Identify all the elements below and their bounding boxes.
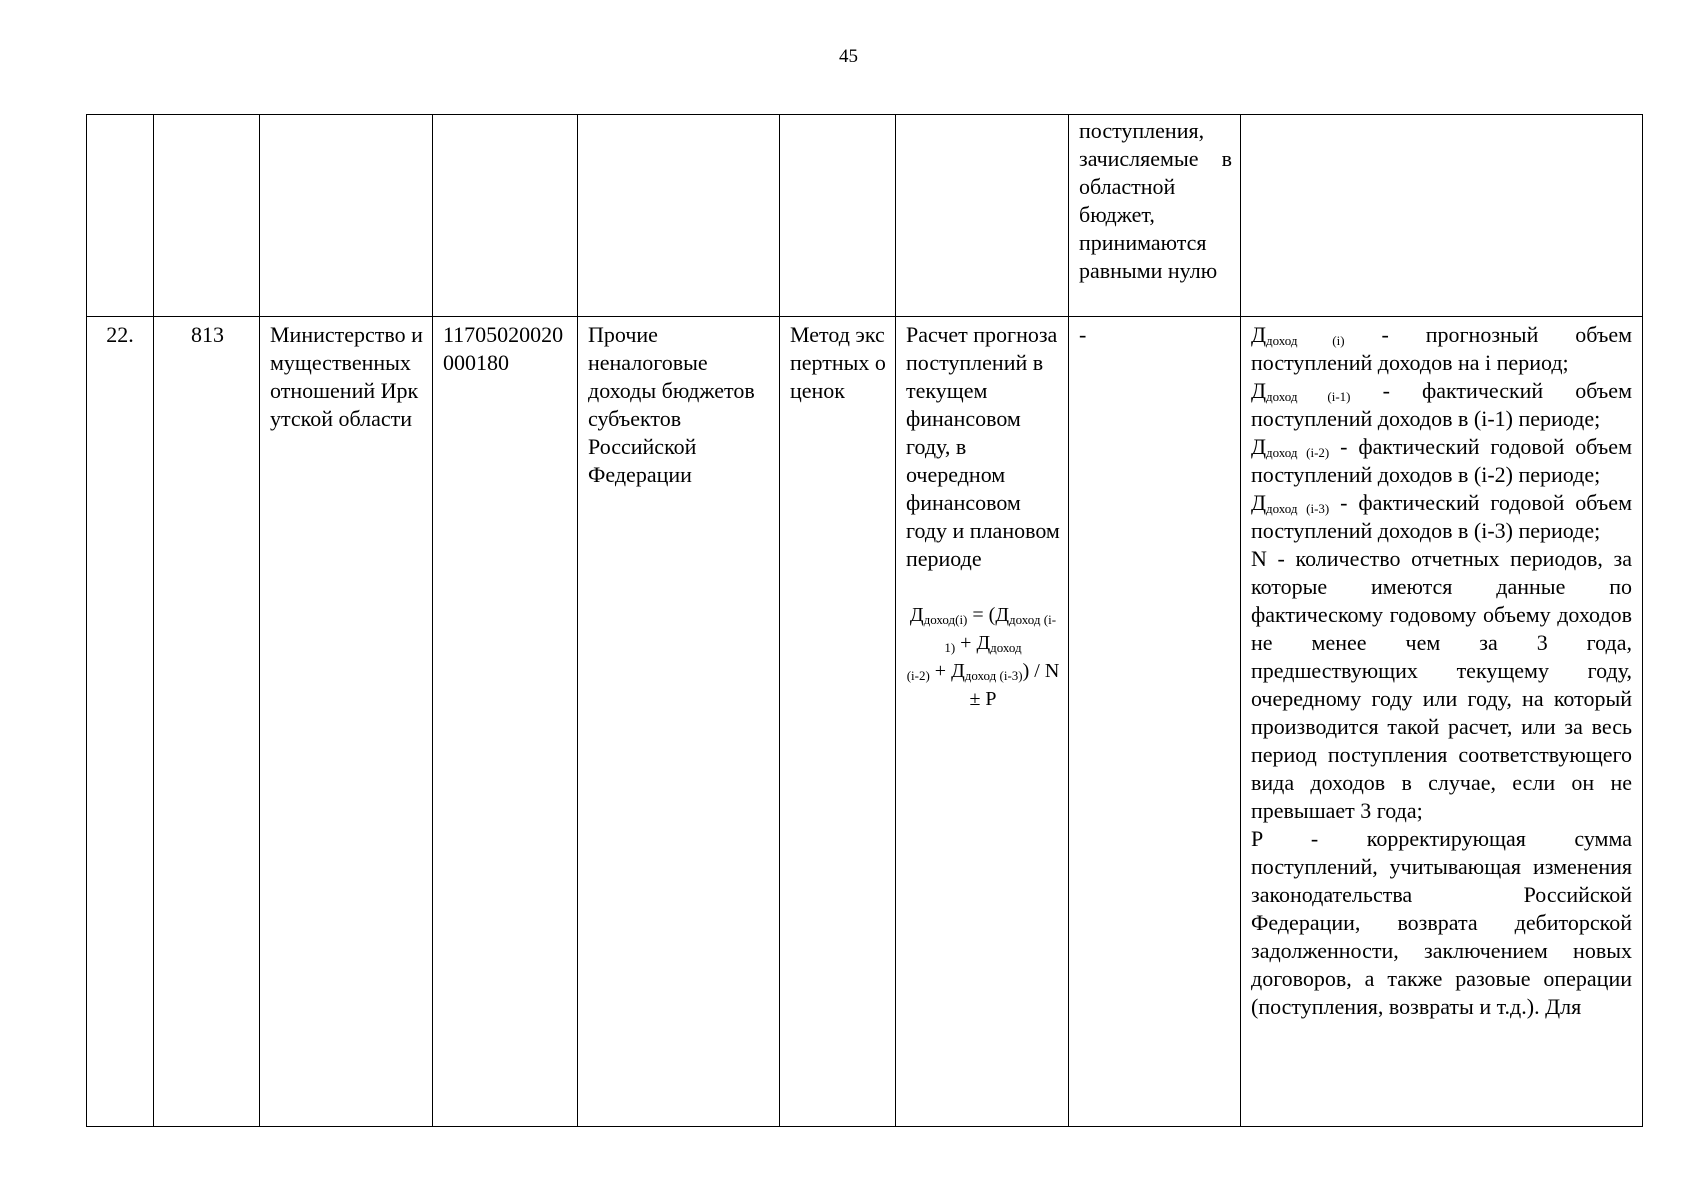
cell-kbk-code: 11705020020000180 <box>433 317 578 1127</box>
cell-col8-dash: - <box>1069 317 1241 1127</box>
legend-item: N - количество отчетных периодов, за которые имеются данные по фактическому годовому объему доходов не менее чем за 3 года, предшествующих текущему году, очередному году или году, на который производится такой расчет, или за весь период поступления соответствующего вида доходов в случае, если он не превышает 3 года; <box>1251 546 1632 823</box>
legend-item: $Д_{доход (i-3)}$ - фактический годовой объем поступлений доходов в (i-3) периоде; <box>1251 490 1632 543</box>
cell-admin-code: 813 <box>154 317 260 1127</box>
cell-empty <box>260 115 433 317</box>
cell-empty <box>780 115 896 317</box>
cell-empty <box>433 115 578 317</box>
cell-row-number: 22. <box>87 317 154 1127</box>
cell-legend <box>1241 317 1643 1127</box>
legend-item: $Д_{доход (i)}$ - прогнозный объем поступлений доходов на i период; <box>1251 322 1633 375</box>
cell-empty <box>154 115 260 317</box>
legend-item: $Д_{доход (i-1)}$ - фактический объем поступлений доходов в (i-1) периоде; <box>1251 378 1632 431</box>
table-row-22 <box>87 317 1643 1127</box>
legend-item: P - корректирующая сумма поступлений, учитывающая изменения законодательства Российской Федерации, возврата дебиторской задолженности, заключением новых договоров, а также разовые операции (поступления, возвраты и т.д.). Для <box>1251 826 1632 1019</box>
page-number: 45 <box>839 46 858 67</box>
cell-empty <box>87 115 154 317</box>
cell-income-name: Прочие неналоговые доходы бюджетов субъектов Российской Федерации <box>578 317 780 1127</box>
cell-continuation-text: поступления, зачисляемые в областной бюджет, принимаются равными нулю <box>1069 115 1241 317</box>
cell-admin-organ: Министерство имущественных отношений Иркутской области <box>260 317 433 1127</box>
legend-item: $Д_{доход (i-2)}$ - фактический годовой объем поступлений доходов в (i-2) периоде; <box>1251 434 1632 487</box>
methodology-table <box>86 114 1643 1127</box>
cell-empty <box>1241 115 1643 317</box>
cell-method: Метод экспертных оценок <box>780 317 896 1127</box>
algorithm-text: Расчет прогноза поступлений в текущем финансовом году, в очередном финансовом году и плановом периоде <box>906 322 1060 571</box>
cell-empty <box>896 115 1069 317</box>
cell-algorithm <box>896 317 1069 1127</box>
table-row-continuation <box>87 115 1643 317</box>
forecast-formula: $Д_{доход(i)} = (Д_{доход (i-1)} + Д_{доход}$ $_{(i-2)} + Д_{доход (i-3)}) / N \pm P$ <box>906 604 1060 710</box>
cell-empty <box>578 115 780 317</box>
